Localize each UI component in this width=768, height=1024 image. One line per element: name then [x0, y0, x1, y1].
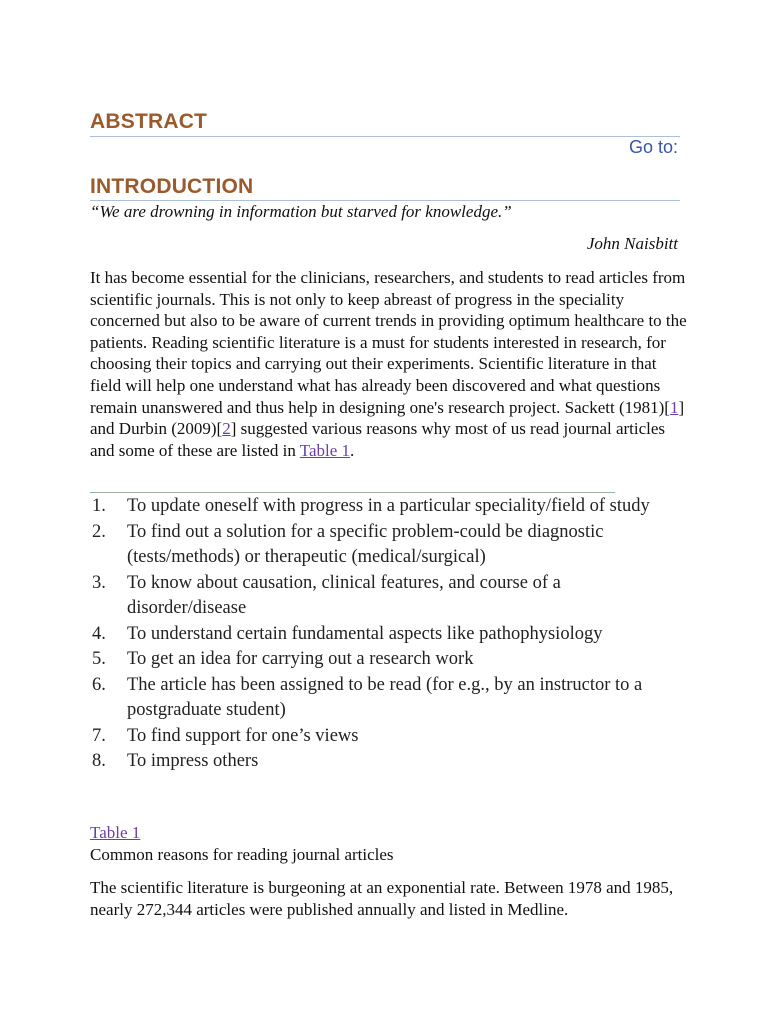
- table-row: [90, 673, 650, 724]
- epigraph-quote: “We are drowning in information but starved for knowledge.”: [90, 202, 512, 221]
- row-text: To understand certain fundamental aspects like pathophysiology: [127, 623, 603, 644]
- epigraph-author: John Naisbitt: [586, 234, 678, 253]
- paragraph-text: It has become essential for the clinicians, researchers, and students to read articles from scientific journals. This is not only to keep abreast of progress in the speciality concerned but also to be aware of current trends in providing optimum healthcare to the patients. Reading scientific literature is a must for students interested in research, for choosing their topics and carrying out their experiments. Scientific literature in that field will help one understand what has already been discovered and what questions remain unanswered and thus help in designing one's research project. Sackett (1981)[: [90, 268, 687, 417]
- row-number: 5.: [92, 649, 106, 669]
- introduction-divider: [90, 200, 680, 201]
- table-row: [90, 724, 650, 750]
- intro-paragraph: [90, 267, 690, 461]
- row-text: To know about causation, clinical features, and course of a disorder/disease: [127, 572, 561, 618]
- introduction-heading: INTRODUCTION: [90, 175, 254, 198]
- table-1-link[interactable]: Table 1: [299, 440, 351, 460]
- row-number: 3.: [92, 572, 106, 593]
- table-row: [90, 647, 650, 673]
- row-number: 7.: [92, 725, 106, 746]
- table-row: [90, 494, 650, 520]
- row-number: 1.: [92, 496, 106, 516]
- goto-link[interactable]: Go to:: [628, 137, 678, 157]
- literature-paragraph: The scientific literature is burgeoning at an exponential rate. Between 1978 and 1985, nearly 272,344 articles were published annually and listed in Medline.: [90, 878, 674, 919]
- paragraph-text: ] suggested various reasons why most of us read journal articles and some of these are listed in: [90, 419, 666, 460]
- row-number: 2.: [92, 521, 106, 542]
- table-row: [90, 571, 650, 622]
- table-row: [90, 622, 650, 648]
- reference-link-1[interactable]: 1: [669, 397, 679, 417]
- table-row: [90, 749, 650, 775]
- paragraph-text: .: [350, 440, 355, 460]
- row-text: To find support for one’s views: [127, 725, 359, 746]
- row-text: To impress others: [127, 751, 259, 771]
- table-top-rule: [90, 492, 615, 493]
- row-number: 4.: [92, 623, 106, 644]
- table-caption-link[interactable]: Table 1: [90, 823, 141, 842]
- row-text: To get an idea for carrying out a research work: [127, 649, 474, 669]
- table-caption: Common reasons for reading journal articles: [90, 845, 394, 864]
- row-text: The article has been assigned to be read (for e.g., by an instructor to a postgraduate student): [127, 674, 643, 720]
- row-number: 6.: [92, 674, 106, 695]
- row-text: To find out a solution for a specific problem-could be diagnostic (tests/methods) or therapeutic (medical/surgical): [127, 521, 604, 567]
- reference-link-2[interactable]: 2: [222, 419, 231, 439]
- reasons-table: [90, 494, 650, 775]
- row-number: 8.: [92, 751, 106, 771]
- abstract-heading[interactable]: ABSTRACT: [90, 110, 208, 133]
- table-caption-link-wrap: [90, 823, 140, 843]
- paragraph-text: ] and Durbin (2009)[: [90, 397, 685, 439]
- row-text: To update oneself with progress in a particular speciality/field of study: [127, 496, 650, 516]
- table-row: [90, 520, 650, 571]
- abstract-divider: [90, 136, 680, 137]
